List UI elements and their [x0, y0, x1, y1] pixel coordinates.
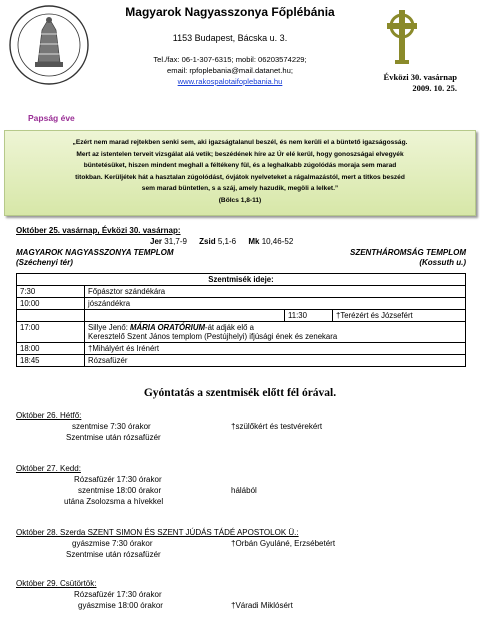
mass-time: 18:00 — [17, 343, 85, 355]
mass-time: 7:30 — [17, 286, 85, 298]
service-time: Rózsafüzér 17:30 órakor — [74, 590, 162, 599]
day-schedule-monday — [16, 410, 476, 443]
list-item — [16, 589, 476, 600]
mass-intention: †Mihályért és Irénért — [85, 343, 466, 355]
list-item — [16, 421, 476, 432]
oratorio-title: MÁRIA ORATÓRIUM — [130, 323, 205, 332]
service-time: gyászmise 7:30 órakor — [72, 539, 153, 548]
day-schedule-tuesday — [16, 463, 476, 507]
reading-book: Jer — [150, 237, 163, 246]
list-item — [16, 549, 476, 560]
mass-intention: Rózsafüzér — [85, 355, 466, 367]
service-time: gyászmise 18:00 órakor — [78, 601, 163, 610]
mass-time: 10:00 — [17, 298, 85, 310]
parish-address: 1153 Budapest, Bácska u. 3. — [172, 33, 288, 43]
phone-line: Tel./fax: 06-1-307-6315; mobil: 06203574229; — [153, 55, 307, 64]
service-time: Rózsafüzér 17:30 órakor — [74, 475, 162, 484]
mass-intention: Főpásztor szándékára — [85, 286, 466, 298]
quote-line: büntetésüket, hiszen mindent meghall a féltékeny fül, és a leghalkabb zúgolódás moraja sem marad — [83, 162, 397, 170]
mass-intention — [85, 322, 466, 343]
contact-info — [100, 54, 360, 87]
temple-right — [350, 248, 466, 268]
temple-left — [16, 248, 173, 268]
issue-date: 2009. 10. 25. — [412, 83, 457, 93]
quote-line: sem marad büntetlen, s a száj, amely hazudik, megöli a lelket.” — [141, 185, 339, 193]
temple-right-place: (Kossuth u.) — [419, 258, 466, 267]
service-intention: †szülőkért és testvérekért — [231, 422, 323, 431]
sunday-section — [16, 226, 466, 268]
oratorio-suffix: -át adják elő a — [204, 323, 254, 332]
service-time: utána Zsolozsma a hívekkel — [64, 497, 164, 506]
table-row — [17, 322, 466, 343]
temple-left-place: (Széchenyi tér) — [16, 258, 73, 267]
table-row — [17, 286, 466, 298]
week-label: Évközi 30. vasárnap — [383, 72, 457, 82]
list-item — [16, 485, 476, 496]
oratorio-performers: Keresztelő Szent János templom (Pestújhelyi) ifjúsági ének és zenekara — [88, 332, 338, 341]
day-date: Október 26. Hétfő: — [16, 411, 82, 420]
sunday-heading: Október 25. vasárnap, Évközi 30. vasárnap: — [16, 226, 181, 235]
service-time: Szentmise után rózsafüzér — [66, 433, 161, 442]
temple-names — [16, 248, 466, 268]
reading-book: Mk — [248, 237, 260, 246]
table-row — [17, 343, 466, 355]
day-date: Október 27. Kedd: — [16, 464, 81, 473]
year-of-priesthood-label: Papság éve — [28, 113, 75, 123]
parish-jubilee-logo — [8, 4, 90, 86]
quote-reference: (Bölcs 1,8-11) — [218, 196, 262, 204]
table-row — [17, 355, 466, 367]
list-item — [16, 474, 476, 485]
service-time: szentmise 18:00 órakor — [78, 486, 162, 495]
reading-ref: 5,1-6 — [217, 237, 237, 246]
service-intention: †Orbán Gyuláné, Erzsébetért — [231, 539, 336, 548]
list-item — [16, 600, 476, 611]
list-item — [16, 538, 476, 549]
scripture-quote-box — [4, 130, 476, 216]
service-intention: hálából — [231, 486, 257, 495]
reading-ref: 10,46-52 — [261, 237, 294, 246]
service-time: szentmise 7:30 órakor — [72, 422, 151, 431]
day-schedule-thursday — [16, 578, 476, 611]
quote-line: „Ezért nem marad rejtekben senki sem, aki igazságtalanul beszél, és nem kerüli el a büntető igazságosság. — [72, 139, 408, 146]
mass-time: 18:45 — [17, 355, 85, 367]
mass-time — [17, 310, 85, 322]
quote-line: Mert az istentelen terveit vizsgálat alá vetik; beszédének híre az Úr elé kerül, hogy gonoszságai elvegyék — [76, 150, 404, 158]
confession-notice: Gyóntatás a szentmisék előtt fél órával. — [143, 387, 337, 399]
day-date: Október 29. Csütörtök: — [16, 579, 97, 588]
mass-time-2: 11:30 — [285, 310, 333, 322]
mass-intention-2: †Terézért és Józsefért — [333, 310, 466, 322]
list-item — [16, 496, 476, 507]
mass-intention — [85, 310, 285, 322]
temple-right-name: SZENTHÁROMSÁG TEMPLOM — [350, 248, 466, 257]
mass-intention: jószándékra — [85, 298, 466, 310]
list-item — [16, 432, 476, 443]
readings — [150, 237, 466, 246]
mass-time: 17:00 — [17, 322, 85, 343]
website-link[interactable]: www.rakospalotaifoplebania.hu — [177, 77, 283, 86]
table-row — [17, 310, 466, 322]
mass-table-header: Szentmisék ideje: — [17, 274, 466, 286]
reading-ref: 31,7-9 — [164, 237, 187, 246]
reading-book: Zsid — [199, 237, 216, 246]
date-block — [345, 72, 457, 94]
parish-name: Magyarok Nagyasszonya Főplébánia — [125, 5, 335, 19]
table-row — [17, 298, 466, 310]
service-intention: †Váradi Miklósért — [231, 601, 293, 610]
day-schedule-wednesday — [16, 527, 476, 560]
temple-left-name: MAGYAROK NAGYASSZONYA TEMPLOM — [16, 248, 174, 257]
celtic-cross-icon — [383, 8, 421, 66]
mass-schedule-table — [16, 273, 466, 367]
oratorio-prefix: Sillye Jenő: — [88, 323, 131, 332]
quote-line: titokban. Kerüljétek hát a hasztalan zúgolódást, óvjátok nyelveteket a rágalmazástól, mert a titkos beszéd — [75, 173, 405, 181]
email-line: email: rpfoplebania@mail.datanet.hu; — [167, 66, 293, 75]
service-time: Szentmise után rózsafüzér — [66, 550, 161, 559]
day-date: Október 28. Szerda SZENT SIMON ÉS SZENT JÚDÁS TÁDÉ APOSTOLOK Ü.: — [16, 528, 299, 537]
